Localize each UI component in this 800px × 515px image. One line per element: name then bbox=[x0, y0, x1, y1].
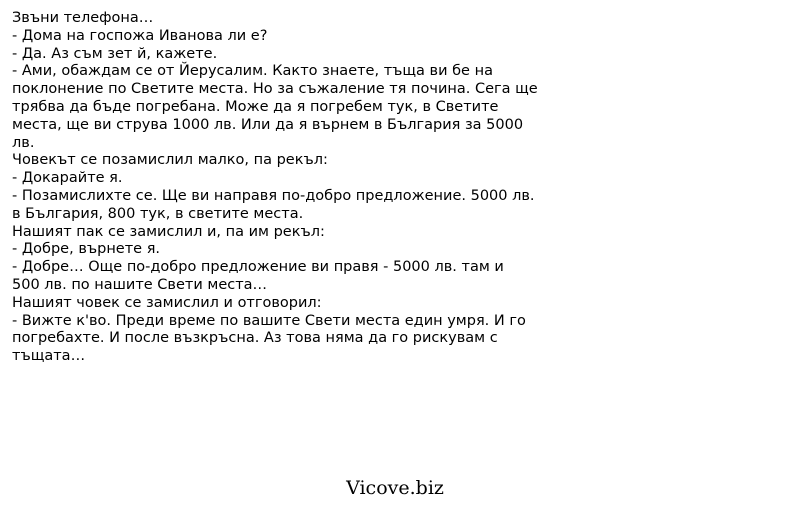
joke-line: - Позамислихте се. Ще ви направя по-добро предложение. 5000 лв. bbox=[12, 187, 535, 204]
joke-line: - Добре… Още по-добро предложение ви правя - 5000 лв. там и bbox=[12, 259, 504, 276]
joke-line: - Ами, обаждам се от Йерусалим. Както знаете, тъща ви бе на bbox=[12, 63, 493, 80]
joke-line: Нашият пак се замислил и, па им рекъл: bbox=[12, 223, 325, 240]
joke-line: - Да. Аз съм зет й, кажете. bbox=[12, 45, 218, 62]
joke-line: места, ще ви струва 1000 лв. Или да я върнем в България за 5000 bbox=[12, 116, 524, 133]
joke-line: Нашият човек се замислил и отговорил: bbox=[12, 294, 322, 311]
joke-line: - Добре, върнете я. bbox=[12, 241, 161, 258]
joke-line: лв. bbox=[12, 134, 35, 151]
joke-line: - Дома на госпожа Иванова ли е? bbox=[12, 27, 268, 44]
joke-line: 500 лв. по нашите Свети места… bbox=[12, 276, 268, 293]
joke-line: Звъни телефона… bbox=[12, 10, 154, 26]
site-credit: Vicove.biz bbox=[346, 477, 444, 499]
joke-line: - Докарайте я. bbox=[12, 170, 123, 187]
joke-line: погребахте. И после възкръсна. Аз това няма да го рискувам с bbox=[12, 330, 498, 347]
joke-line: в България, 800 тук, в светите места. bbox=[12, 205, 304, 222]
joke-text bbox=[12, 10, 597, 366]
joke-line: тъщата… bbox=[12, 348, 86, 365]
joke-line: поклонение по Светите места. Но за съжаление тя почина. Сега ще bbox=[12, 81, 538, 98]
joke-line: Човекът се позамислил малко, па рекъл: bbox=[12, 152, 328, 169]
joke-line: - Вижте к'во. Преди време по вашите Свети места един умря. И го bbox=[12, 312, 526, 329]
joke-line: трябва да бъде погребана. Може да я погребем тук, в Светите bbox=[12, 98, 499, 115]
